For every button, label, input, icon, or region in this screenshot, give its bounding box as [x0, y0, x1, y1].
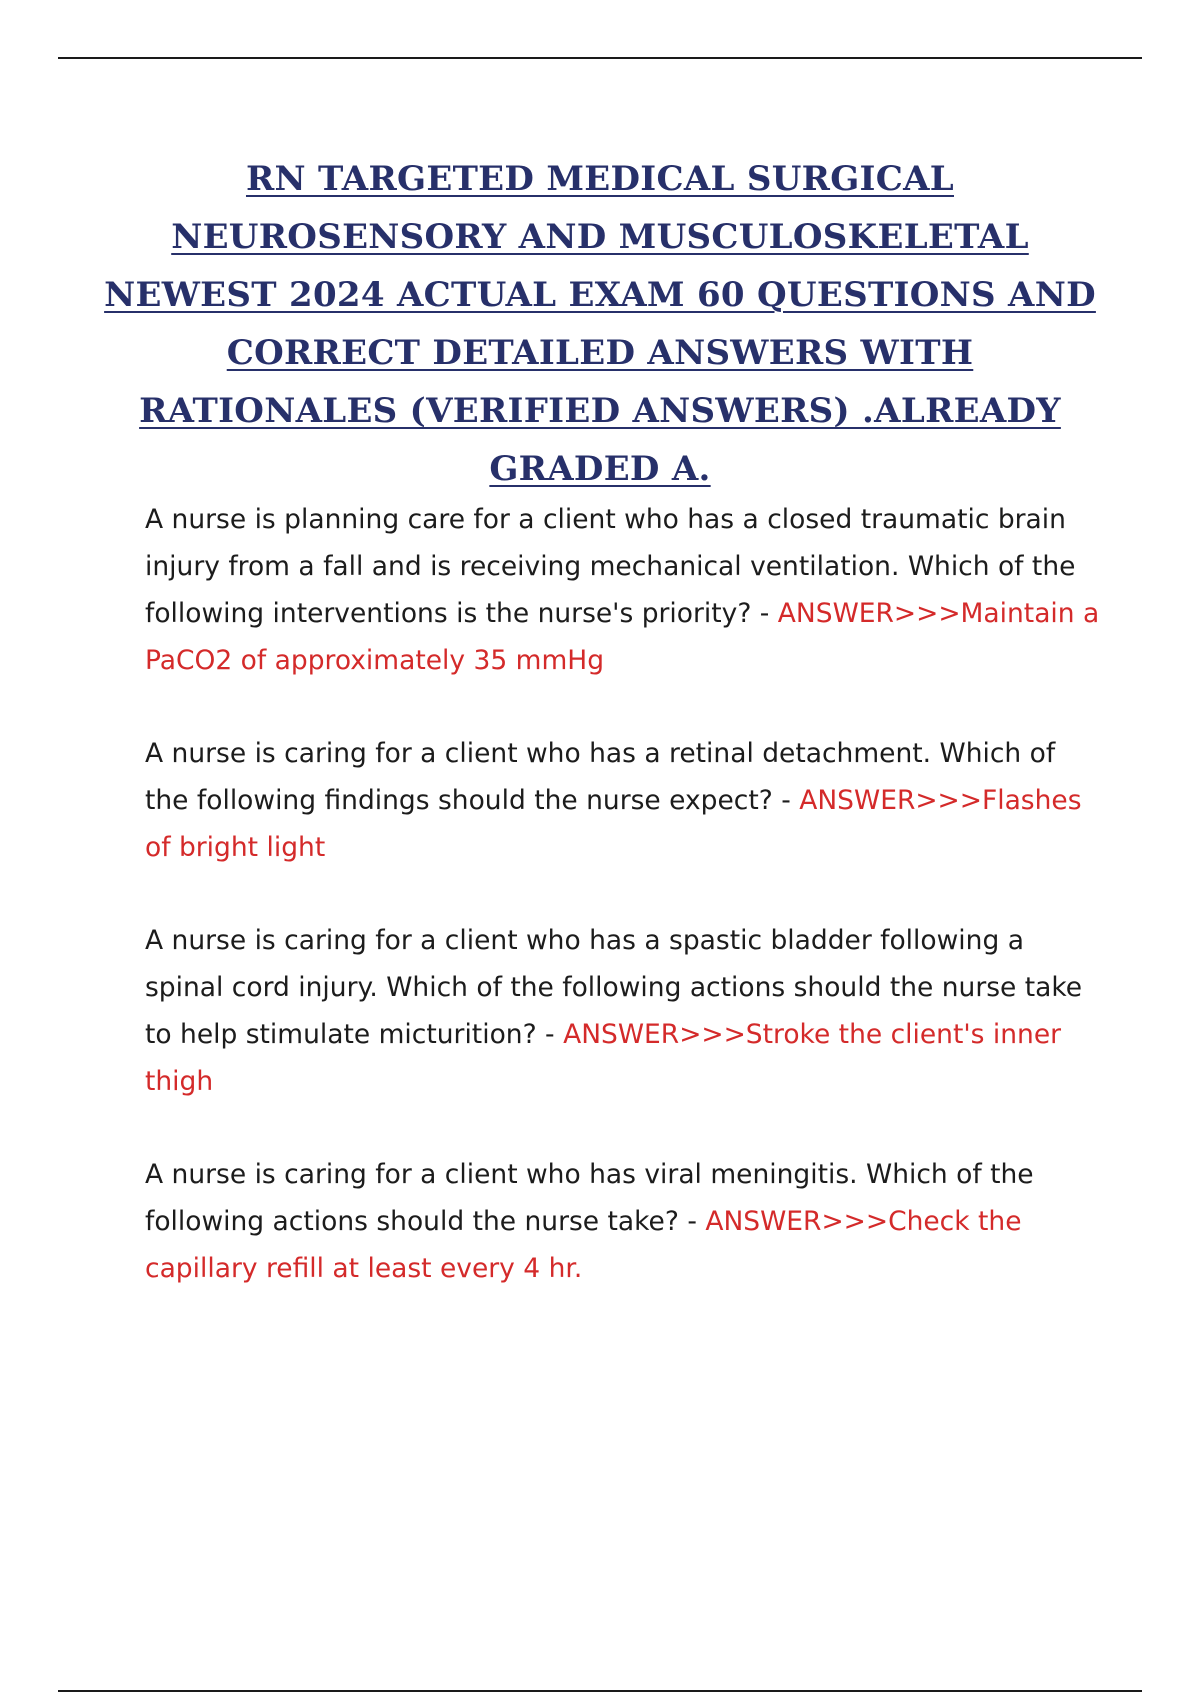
answer-text: ANSWER>>>Maintain a PaCO2 of approximately 35 mmHg — [145, 598, 1100, 676]
qa-item — [145, 1151, 1100, 1292]
bottom-divider — [58, 1690, 1142, 1692]
answer-text: ANSWER>>>Stroke the client's inner thigh — [145, 1019, 1062, 1097]
document-title: RN TARGETED MEDICAL SURGICAL NEUROSENSORY AND MUSCULOSKELETAL NEWEST 2024 ACTUAL EXAM 60 QUESTIONS AND CORRECT DETAILED ANSWERS WITH RATIONALES (VERIFIED ANSWERS) .ALREADY GRADED A. — [104, 159, 1096, 489]
question-text: A nurse is caring for a client who has a retinal detachment. Which of the following findings should the nurse expect? - — [145, 738, 1056, 816]
answer-text: ANSWER>>>Flashes of bright light — [145, 785, 1082, 863]
qa-item — [145, 496, 1100, 684]
question-text: A nurse is caring for a client who has a spastic bladder following a spinal cord injury. Which of the following actions should the nurse take to help stimulate micturition? - — [145, 925, 1083, 1050]
qa-item — [145, 917, 1100, 1105]
qa-item — [145, 730, 1100, 871]
question-answer-list — [145, 496, 1100, 1338]
question-text: A nurse is planning care for a client who has a closed traumatic brain injury from a fall and is receiving mechanical ventilation. Which of the following interventions is the nurse's priority? - — [145, 504, 1076, 629]
answer-text: ANSWER>>>Check the capillary refill at least every 4 hr. — [145, 1206, 1022, 1284]
top-divider — [58, 57, 1142, 59]
question-text: A nurse is caring for a client who has viral meningitis. Which of the following actions should the nurse take? - — [145, 1159, 1034, 1237]
